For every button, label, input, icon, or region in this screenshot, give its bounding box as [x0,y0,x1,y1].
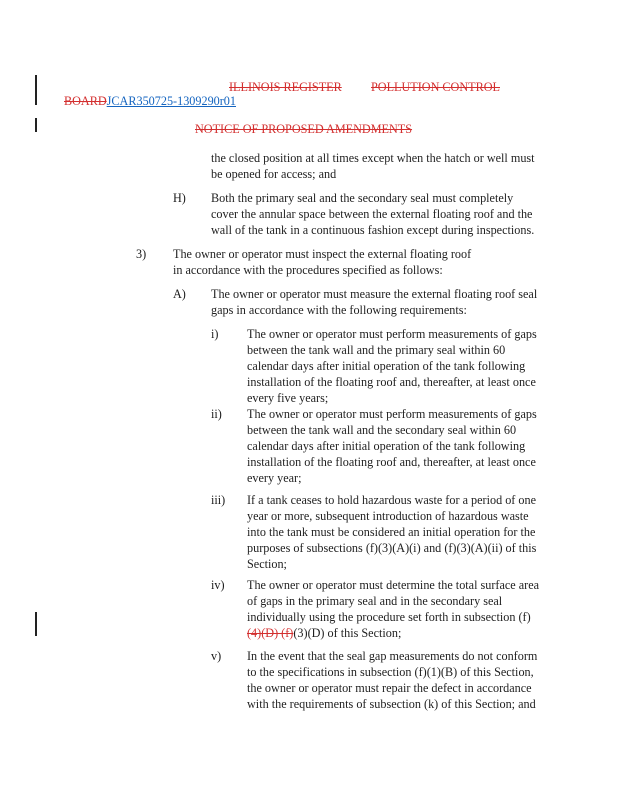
header-agency: POLLUTION CONTROL [371,80,500,94]
paragraph-iii: If a tank ceases to hold hazardous waste for a period of one year or more, subsequent introduction of hazardous waste into the tank must be considered an initial operation for the purposes of subsections (f)(3)(A)(i) and (f)(3)(A)(ii) of this Section; [247,493,537,571]
header-board-line [64,94,236,108]
label-i: i) [211,327,219,341]
paragraph-a: The owner or operator must measure the external floating roof seal gaps in accordance with the following requirements: [211,287,538,317]
label-v: v) [211,649,222,663]
change-bar [35,75,37,105]
header-register: ILLINOIS REGISTER [229,80,342,94]
header-doc-code: JCAR350725-1309290r01 [106,94,236,108]
paragraph-g-continued: the closed position at all times except when the hatch or well must be opened for access; and [211,151,535,181]
header-board-struck: BOARD [64,94,107,108]
label-a: A) [173,287,186,301]
label-h: H) [173,191,186,205]
change-bar [35,612,37,636]
label-3: 3) [136,247,147,261]
header-notice: NOTICE OF PROPOSED AMENDMENTS [195,122,413,136]
paragraph-v: In the event that the seal gap measurements do not conform to the specifications in subsection (f)(1)(B) of this Section, the owner or operator must repair the defect in accordance with the requirements of subsection (k) of this Section; and [247,649,538,711]
label-iii: iii) [211,493,226,507]
paragraph-3: The owner or operator must inspect the external floating roof in accordance with the procedures specified as follows: [173,247,472,277]
paragraph-iv-text-end: (3)(D) of this Section; [293,626,402,640]
paragraph-ii: The owner or operator must perform measurements of gaps between the tank wall and the secondary seal within 60 calendar days after initial operation of the tank following installation of the floating roof and, thereafter, at least once every year; [247,407,537,485]
label-ii: ii) [211,407,222,421]
change-bar [35,118,37,132]
paragraph-i: The owner or operator must perform measurements of gaps between the tank wall and the primary seal within 60 calendar days after initial operation of the tank following installation of the floating roof and, thereafter, at least once every five years; [247,327,537,405]
paragraph-iv-struck: (4)(D) (f) [247,626,294,640]
paragraph-h: Both the primary seal and the secondary seal must completely cover the annular space between the external floating roof and the wall of the tank in a continuous fashion except during inspections. [211,191,535,237]
label-iv: iv) [211,578,225,592]
paragraph-iv [247,577,543,641]
paragraph-iv-text: The owner or operator must determine the total surface area of gaps in the primary seal and in the secondary seal individually using the procedure set forth in subsection (f) [247,578,540,624]
